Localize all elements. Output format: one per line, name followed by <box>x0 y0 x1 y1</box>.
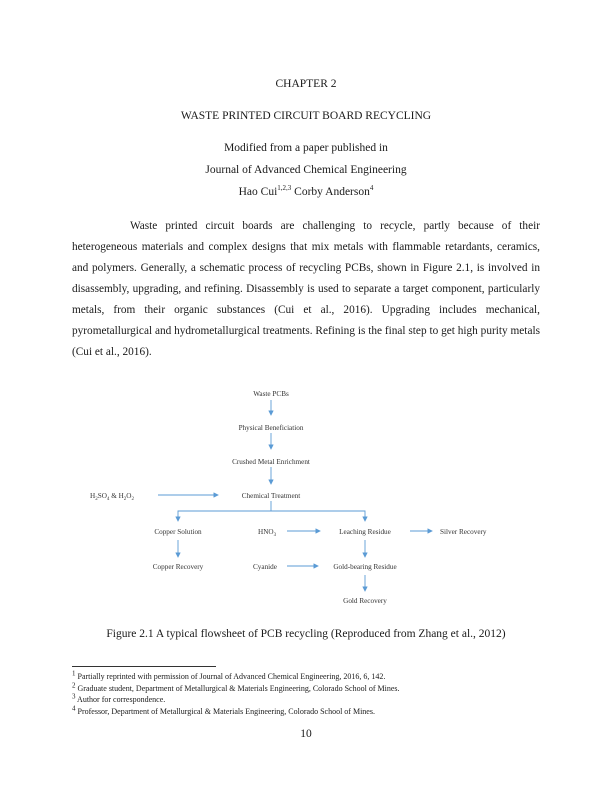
body-paragraph <box>72 216 540 363</box>
footnote-4 <box>72 703 542 718</box>
footnote-number: 1 <box>72 669 76 678</box>
reagent-sub: 4 <box>106 497 110 502</box>
footnote-2 <box>72 680 542 695</box>
footnote-text: Graduate student, Department of Metallurgical & Materials Engineering, Colorado School of Mines. <box>75 683 400 693</box>
node-crushed-metal-enrichment: Crushed Metal Enrichment <box>232 458 310 466</box>
flow-nodes <box>90 390 487 605</box>
author-2-footnote-ref: 4 <box>369 184 374 193</box>
node-physical-beneficiation: Physical Beneficiation <box>238 424 304 432</box>
node-cyanide: Cyanide <box>253 563 277 571</box>
node-silver-recovery: Silver Recovery <box>440 528 487 536</box>
chapter-title: WASTE PRINTED CIRCUIT BOARD RECYCLING <box>180 110 432 122</box>
body-paragraph-text: Waste printed circuit boards are challenging to recycle, partly because of their heterogeneous materials and complex designs that mix metals with flammable retardants, ceramics, and polymers. Generally, a schematic process of recycling PCBs, shown in Figure 2.1, is involved in disassembly, upgrading, and refining. Disassembly is used to separate a target component, particularly metals, from their organic substances (Cui et al., 2016). Upgrading includes mechanical, pyrometallurgical and hydrometallurgical treatments. Refining is the final step to get high purity metals (Cui et al., 2016). <box>72 220 540 358</box>
footnote-number: 3 <box>72 692 76 701</box>
node-gold-bearing-residue: Gold-bearing Residue <box>333 563 397 571</box>
attribution-line-1: Modified from a paper published in <box>224 142 388 154</box>
node-chemical-treatment: Chemical Treatment <box>241 492 301 500</box>
chapter-heading: CHAPTER 2 <box>275 78 337 90</box>
author-1-name: Hao Cui <box>238 186 278 198</box>
reagent-sub: 2 <box>95 497 98 502</box>
node-waste-pcbs: Waste PCBs <box>253 390 289 398</box>
reagent-sub: 2 <box>123 497 127 502</box>
pcb-recycling-flowsheet <box>0 380 612 610</box>
hno3-part: HNO <box>258 528 274 536</box>
reagent-part: SO <box>97 492 107 500</box>
arrow-chemical-to-leaching <box>271 511 365 521</box>
reagent-sub: 2 <box>131 497 134 502</box>
node-hno3 <box>258 528 277 538</box>
page-number: 10 <box>300 728 312 740</box>
footnote-text: Partially reprinted with permission of Journal of Advanced Chemical Engineering, 2016, 6, 142. <box>75 672 386 681</box>
reagent-part: & H <box>109 492 124 500</box>
footnote-number: 4 <box>72 703 76 712</box>
node-gold-recovery: Gold Recovery <box>343 597 387 605</box>
node-reagent-h2so4-h2o2 <box>90 492 134 502</box>
arrow-chemical-to-copper-solution <box>178 501 271 521</box>
author-2-name: Corby Anderson <box>291 186 370 198</box>
footnote-3 <box>72 694 542 706</box>
footnote-text: Professor, Department of Metallurgical & Materials Engineering, Colorado School of Mines. <box>75 706 375 716</box>
attribution-line-2: Journal of Advanced Chemical Engineering <box>205 164 407 176</box>
footnote-rule <box>72 666 216 667</box>
figure-caption: Figure 2.1 A typical flowsheet of PCB recycling (Reproduced from Zhang et al., 2012) <box>106 628 506 640</box>
node-copper-solution: Copper Solution <box>154 528 202 536</box>
node-leaching-residue: Leaching Residue <box>339 528 391 536</box>
reagent-part: O <box>126 492 132 500</box>
footnote-number: 2 <box>72 680 76 689</box>
footnote-text: Author for correspondence. <box>75 695 166 704</box>
footnote-1 <box>72 671 542 683</box>
reagent-part: H <box>90 492 96 500</box>
node-copper-recovery: Copper Recovery <box>152 563 204 571</box>
hno3-sub: 3 <box>273 533 277 538</box>
author-1-footnote-ref: 1,2,3 <box>277 184 292 193</box>
author-line <box>0 186 612 198</box>
